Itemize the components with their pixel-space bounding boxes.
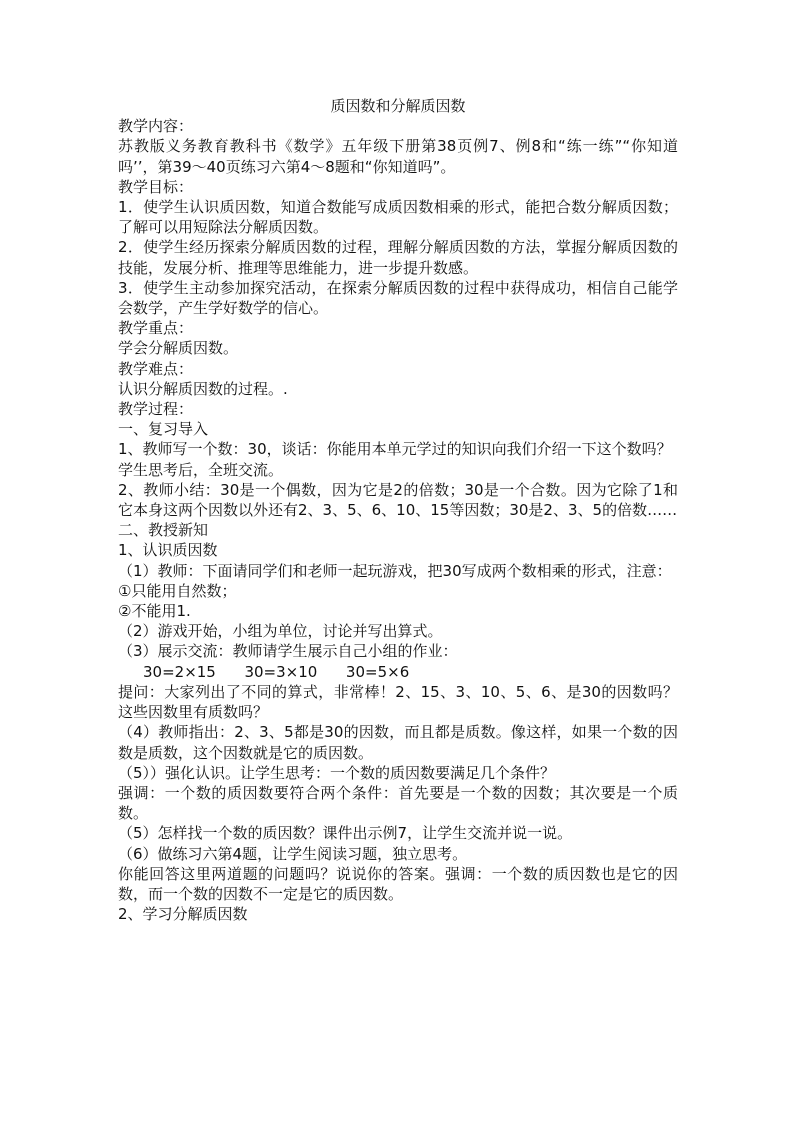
formula-line: 30=2×15 30=3×10 30=5×6: [143, 662, 410, 681]
review-discussion: 学生思考后，全班交流。: [118, 460, 284, 479]
rule-1: ①只能用自然数；: [118, 581, 237, 600]
objective-3: 3．使学生主动参加探究活动，在探索分解质因数的过程中获得成功，相信自己能学会数学，产生学好数学的信心。: [118, 278, 678, 318]
objective-1: 1．使学生认识质因数，知道合数能写成质因数相乘的形式，能把合数分解质因数；了解可以用短除法分解质因数。: [118, 198, 678, 237]
step-5-reinforce: （5））强化认识。让学生思考：一个数的质因数要满足几个条件？: [118, 763, 556, 782]
difficulty-text: 认识分解质因数的过程。.: [118, 379, 288, 398]
step-4-teacher: （4）教师指出：2、3、5都是30的因数，而且都是质数。像这样，如果一个数的因数是质数，这个因数就是它的质因数。: [118, 723, 678, 762]
subsection-factorization: 2、学习分解质因数: [118, 905, 248, 924]
rule-2: ②不能用1.: [118, 602, 191, 621]
objective-2: 2．使学生经历探索分解质因数的过程，理解分解质因数的方法，掌握分解质因数的技能，发展分析、推理等思维能力，进一步提升数感。: [118, 238, 678, 277]
key-point-text: 学会分解质因数。: [118, 339, 239, 358]
paragraph-content: 苏教版义务教育教科书《数学》五年级下册第38页例7、例8和“练一练”“你知道吗’’，第39～40页练习六第4～8题和“你知道吗”。: [118, 137, 678, 176]
emphasis-2: 你能回答这里两道题的问题吗？说说你的答案。强调：一个数的质因数也是它的因数，而一个数的因数不一定是它的质因数。: [118, 864, 678, 903]
step-2-game-start: （2）游戏开始，小组为单位，讨论并写出算式。: [118, 622, 443, 641]
step-5-find: （5）怎样找一个数的质因数？课件出示例7，让学生交流并说一说。: [118, 824, 573, 843]
subsection-prime-factor: 1、认识质因数: [118, 541, 218, 560]
section-new-knowledge: 二、教授新知: [118, 521, 209, 540]
review-step-1: 1、教师写一个数：30，谈话：你能用本单元学过的知识向我们介绍一下这个数吗？: [118, 440, 672, 459]
emphasis-1: 强调：一个数的质因数要符合两个条件：首先要是一个数的因数；其次要是一个质数。: [118, 783, 678, 823]
step-1-game: （1）教师：下面请同学们和老师一起玩游戏，把30写成两个数相乘的形式，注意：: [118, 561, 672, 580]
step-6-exercise: （6）做练习六第4题，让学生阅读习题，独立思考。: [118, 844, 468, 863]
heading-key-point: 教学重点：: [118, 319, 194, 338]
document-title: 质因数和分解质因数: [330, 97, 466, 115]
heading-difficulty: 教学难点：: [118, 359, 194, 378]
step-3-show: （3）展示交流：教师请学生展示自己小组的作业：: [118, 642, 458, 661]
document-page: [118, 96, 678, 924]
review-step-2: 2、教师小结：30是一个偶数，因为它是2的倍数；30是一个合数。因为它除了1和它本身这两个因数以外还有2、3、5、6、10、15等因数；30是2、3、5的倍数……: [118, 480, 678, 520]
heading-process: 教学过程：: [118, 400, 194, 419]
section-review: 一、复习导入: [118, 420, 209, 439]
question-line: 提问：大家列出了不同的算式，非常棒！2、15、3、10、5、6、是30的因数吗？这些因数里有质数吗？: [118, 682, 678, 722]
heading-objectives: 教学目标：: [118, 177, 194, 196]
heading-content: 教学内容：: [118, 117, 194, 136]
